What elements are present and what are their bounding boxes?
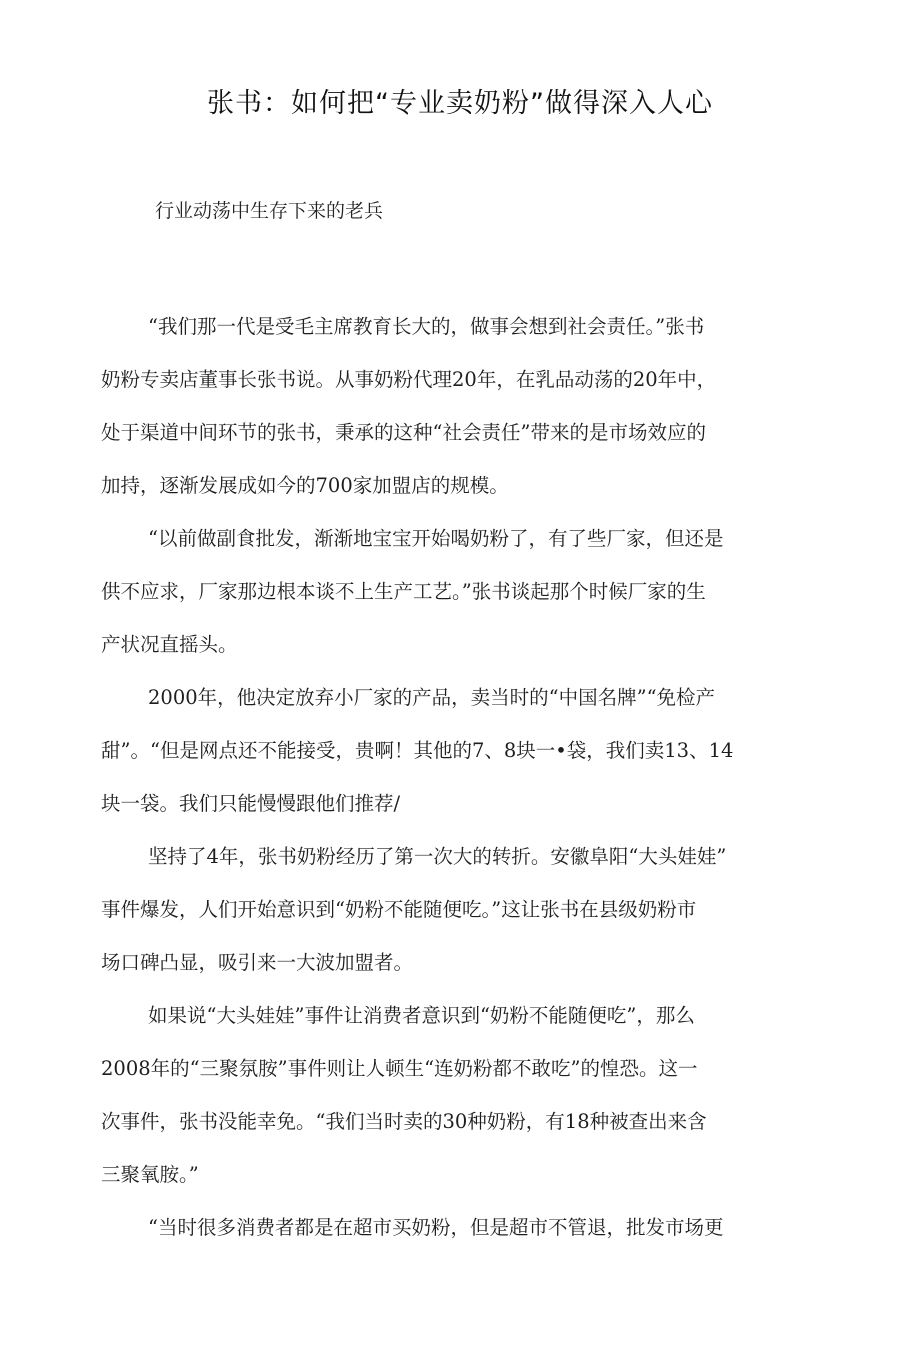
body-line-2: 奶粉专卖店董事长张书说。从事奶粉代理20年，在乳品动荡的20年中，	[101, 368, 717, 391]
article-subtitle: 行业动荡中生存下来的老兵	[155, 200, 384, 222]
body-line-17: 三聚氧胺。”	[101, 1163, 199, 1186]
body-line-16: 次事件，张书没能幸免。“我们当时卖的30种奶粉，有18种被查出来含	[101, 1110, 707, 1133]
body-line-18: “当时很多消费者都是在超市买奶粉，但是超市不管退，批发市场更	[148, 1216, 724, 1239]
body-line-4: 加持，逐渐发展成如今的700家加盟店的规模。	[101, 474, 509, 497]
body-line-10: 块一袋。我们只能慢慢跟他们推荐/	[101, 792, 401, 815]
body-line-1: “我们那一代是受毛主席教育长大的，做事会想到社会责任。”张书	[148, 315, 705, 338]
article-title: 张书：如何把“专业卖奶粉”做得深入人心	[207, 88, 713, 119]
body-line-14: 如果说“大头娃娃”事件让消费者意识到“奶粉不能随便吃”，那么	[148, 1004, 695, 1027]
body-line-9: 甜”。“但是网点还不能接受，贵啊！其他的7、8块一•袋，我们卖13、14	[101, 739, 734, 762]
body-line-13: 场口碑凸显，吸引来一大波加盟者。	[101, 951, 414, 974]
article-body	[101, 300, 803, 1254]
body-line-6: 供不应求，厂家那边根本谈不上生产工艺。”张书谈起那个时候厂家的生	[101, 580, 706, 603]
body-line-8: 2000年，他决定放弃小厂家的产品，卖当时的“中国名牌”“免检产	[148, 686, 716, 709]
body-line-5: “以前做副食批发，渐渐地宝宝开始喝奶粉了，有了些厂家，但还是	[148, 527, 724, 550]
body-line-12: 事件爆发，人们开始意识到“奶粉不能随便吃。”这让张书在县级奶粉市	[101, 898, 697, 921]
body-line-3: 处于渠道中间环节的张书，秉承的这种“社会责任”带来的是市场效应的	[101, 421, 706, 444]
body-line-15: 2008年的“三聚氛胺”事件则让人顿生“连奶粉都不敢吃”的惶恐。这一	[101, 1057, 698, 1080]
body-line-11: 坚持了4年，张书奶粉经历了第一次大的转折。安徽阜阳“大头娃娃”	[148, 845, 727, 868]
body-line-7: 产状况直摇头。	[101, 633, 238, 656]
